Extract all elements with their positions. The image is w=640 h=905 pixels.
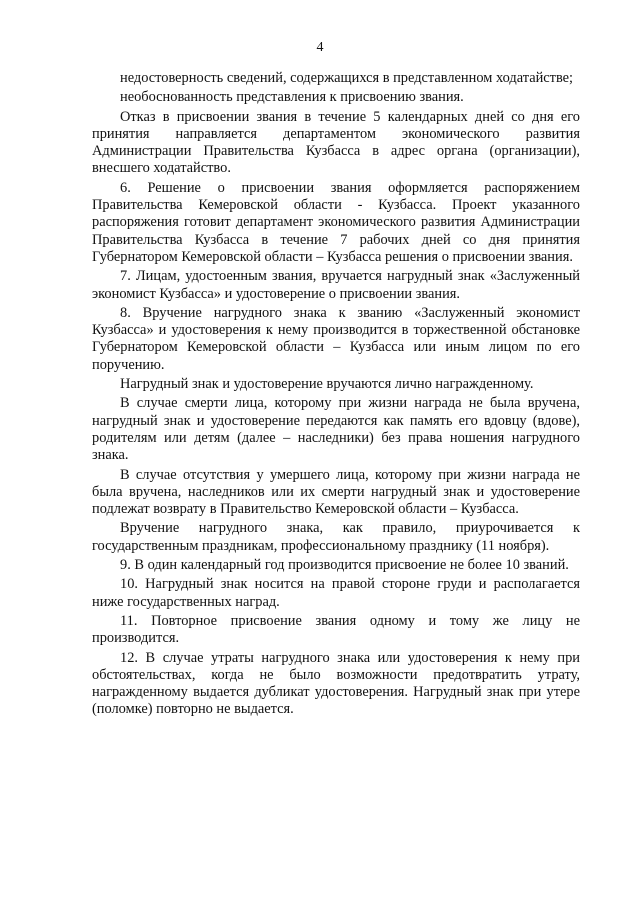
document-body [92, 70, 580, 721]
paragraph: В случае отсутствия у умершего лица, которому при жизни награда не была вручена, наследников или их смерти нагрудный знак и удостоверение подлежат возврату в Правительство Кемеровской области – Кузбасса. [92, 466, 580, 518]
paragraph-item-6: 6. Решение о присвоении звания оформляется распоряжением Правительства Кемеровской области - Кузбасса. Проект указанного распоряжения готовит департамент экономического развития Администрации Правительства Кузбасса в течение 7 рабочих дней со дня принятия Губернатором Кемеровской области – Кузбасса решения о присвоении звания. [92, 179, 580, 265]
page-number: 4 [316, 40, 324, 55]
paragraph: Нагрудный знак и удостоверение вручаются лично награжденному. [120, 376, 534, 393]
paragraph-item-8: 8. Вручение нагрудного знака к званию «Заслуженный экономист Кузбасса» и удостоверения к нему производится в торжественной обстановке Губернатором Кемеровской области – Кузбасса или иным лицом по его поручению. [92, 304, 580, 373]
paragraph: недостоверность сведений, содержащихся в представленном ходатайстве; [120, 70, 574, 86]
paragraph: В случае смерти лица, которому при жизни награда не была вручена, нагрудный знак и удостоверение передаются как память его вдовцу (вдове), родителям или детям (далее – наследники) без права ношения нагрудного знака. [92, 395, 580, 464]
paragraph-item-12: 12. В случае утраты нагрудного знака или удостоверения к нему при обстоятельствах, когда не было возможности предотвратить утрату, награжденному выдается дубликат удостоверения. Нагрудный знак при утере (поломке) повторно не выдается. [92, 649, 580, 718]
paragraph-item-11: 11. Повторное присвоение звания одному и тому же лицу не производится. [92, 612, 580, 647]
paragraph-item-7: 7. Лицам, удостоенным звания, вручается нагрудный знак «Заслуженный экономист Кузбасса» и удостоверение о присвоении звания. [92, 268, 580, 302]
paragraph-item-9: 9. В один календарный год производится присвоение не более 10 званий. [120, 557, 569, 574]
paragraph: необоснованность представления к присвоению звания. [120, 89, 464, 106]
paragraph-item-10: 10. Нагрудный знак носится на правой стороне груди и располагается ниже государственных наград. [92, 576, 580, 610]
paragraph: Отказ в присвоении звания в течение 5 календарных дней со дня его принятия направляется департаментом экономического развития Администрации Правительства Кузбасса в адрес органа (организации), внесшего ходатайство. [92, 108, 580, 177]
paragraph: Вручение нагрудного знака, как правило, приурочивается к государственным праздникам, профессиональному празднику (11 ноября). [92, 520, 580, 554]
